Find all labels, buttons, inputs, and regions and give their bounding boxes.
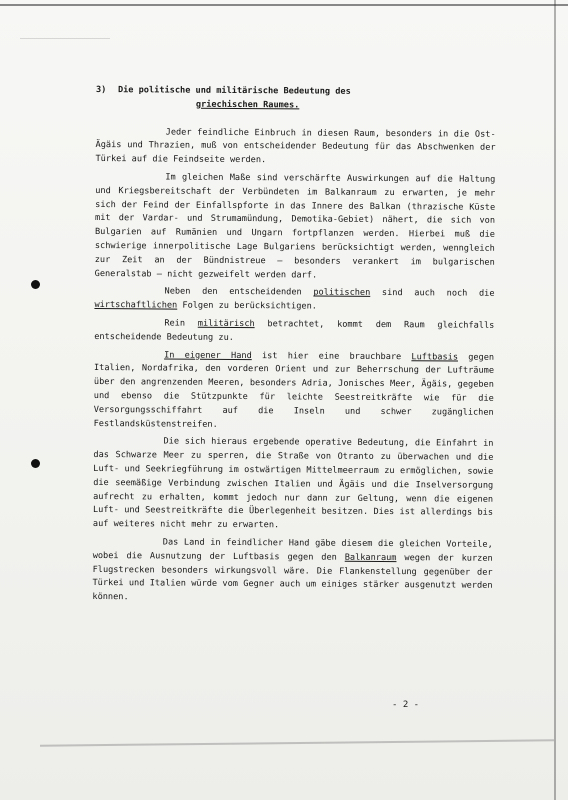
paragraph-1: Jeder feindliche Einbruch in diesen Raum, besonders in die Ost-Ägäis und Thrazien, muß von entscheidender Bedeutung für das Abschwenken der Türkei auf die Feindseite werden. — [95, 127, 496, 166]
section-title-line1: Die politische und militärische Bedeutung des — [117, 85, 351, 97]
p7-underlined-balkanraum: Balkanraum — [344, 552, 397, 563]
p3-text-b: sind auch noch die — [370, 288, 495, 300]
paragraph-3 — [94, 285, 494, 315]
p3-text-a: Neben den entscheidenden — [164, 286, 314, 298]
document-body — [92, 84, 496, 612]
p4-underlined-militaerisch: militärisch — [197, 318, 255, 330]
p3-text-c: Folgen zu berücksichtigen. — [177, 300, 317, 312]
section-title-line2: griechischen Raumes. — [195, 99, 300, 111]
p5-underlined-luftbasis: Luftbasis — [411, 351, 459, 363]
p3-underlined-wirtschaftlichen: wirtschaftlichen — [94, 300, 178, 311]
p4-text-a: Rein — [164, 318, 198, 329]
paragraph-6: Die sich hieraus ergebende operative Bedeutung, die Einfahrt in das Schwarze Meer zu sperren, die Straße von Otranto zu überwachen und die Luft- und Seekriegführung im ostwärtigen Mittelmeerraum zu ermöglichen, sowie die seemäßige Verbindung zwischen Italien und Ägäis und die Inselversorgung aufrecht zu erhalten, kommt jedoch nur dann zur Geltung, wenn die eigenen Luft- und Seestreitkräfte die Überlegenheit besitzen. Dies ist allerdings bis auf weiteres nicht mehr zu erwarten. — [92, 436, 494, 531]
paragraph-5 — [94, 349, 495, 435]
p7-text-b: wegen der kurzen Flugstrecken besonders wirkungsvoll wäre. Die Flankenstellung gegenüber der Türkei und Italien würde vom Gegner auch um einiges stärker ausgenutzt werden können. — [92, 552, 493, 603]
p5-underlined-in-eigener-hand: In eigener Hand — [164, 350, 252, 361]
p5-text-a: ist hier eine brauchbare — [251, 350, 412, 362]
paragraph-7 — [92, 536, 492, 608]
p3-underlined-politischen: politischen — [313, 287, 371, 299]
p5-text-b: gegen Italien, Nordafrika, den vorderen Orient und zur Beherrschung der Lufträume über den angrenzenden Meeren, besonders Adria, Jonisches Meer, Ägäis, gegeben und ebenso die Stützpunkte für leichte Seestreitkräfte wie für die Versorgungsschiffahrt auf die Inseln und schwer zugänglichen Festlandsküstenstreifen. — [93, 352, 495, 430]
scan-edge-right — [554, 0, 556, 800]
section-heading — [96, 84, 496, 114]
section-number: 3) — [95, 84, 107, 96]
punch-hole-upper — [31, 280, 40, 289]
scan-smudge — [20, 38, 110, 39]
p4-text-b: betrachtet, kommt dem Raum gleichfalls entscheidende Bedeutung zu. — [94, 319, 495, 343]
p7-text-a: Das Land in feindlicher Hand gäbe diesem die gleichen Vorteile, wobei die Ausnutzung der Luftbasis gegen den — [92, 537, 493, 563]
punch-hole-lower — [31, 459, 40, 468]
paragraph-4 — [94, 317, 494, 347]
scan-edge-bottom — [40, 739, 554, 746]
scan-edge-top — [0, 4, 568, 6]
paragraph-2: Im gleichen Maße sind verschärfte Auswirkungen auf die Haltung und Kriegsbereitschaft der Verbündeten im Balkanraum zu erwarten, je mehr sich der Feind der Einfallspforte in das Innere des Balkan (thrazische Küste mit der Vardar- und Strumamündung, Demotika-Gebiet) nähert, die sich von Bulgarien auf Rumänien und Ungarn fortpflanzen werden. Hierbei muß die schwierige innerpolitische Lage Bulgariens berücksichtigt werden, wenngleich zur Zeit an der Bündnistreue – besonders verankert im bulgarischen Generalstab – nicht gezweifelt werden darf. — [94, 172, 496, 281]
page-number: - 2 - — [392, 700, 420, 710]
section-title — [118, 84, 351, 113]
